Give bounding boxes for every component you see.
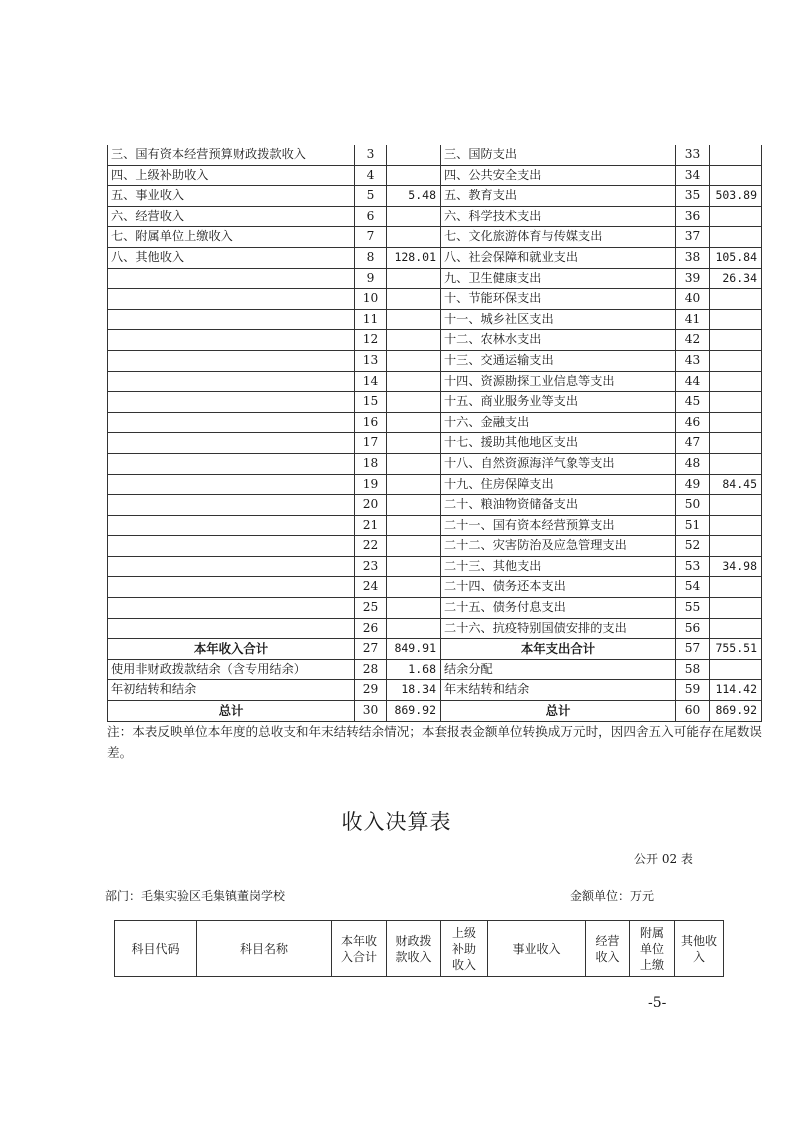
expense-item-label: 二十、粮油物资储备支出 — [441, 495, 676, 516]
expense-line-number: 52 — [676, 536, 710, 557]
table-row — [108, 598, 762, 619]
income-amount — [387, 371, 441, 392]
expense-item-label: 二十二、灾害防治及应急管理支出 — [441, 536, 676, 557]
income-line-number: 12 — [355, 330, 387, 351]
income-item-label — [108, 453, 355, 474]
expense-amount — [710, 412, 762, 433]
income-line-number: 28 — [355, 659, 387, 680]
income-item-label — [108, 350, 355, 371]
income-line-number: 29 — [355, 680, 387, 701]
expense-item-label: 十三、交通运输支出 — [441, 350, 676, 371]
expense-line-number: 50 — [676, 495, 710, 516]
expense-amount: 114.42 — [710, 680, 762, 701]
income-line-number: 14 — [355, 371, 387, 392]
expense-line-number: 55 — [676, 598, 710, 619]
page-number: -5- — [648, 995, 667, 1011]
income-amount — [387, 289, 441, 310]
header-text: 本年收入合计 — [340, 933, 377, 964]
income-amount: 18.34 — [387, 680, 441, 701]
income-amount — [387, 495, 441, 516]
income-item-label — [108, 495, 355, 516]
income-item-label — [108, 268, 355, 289]
expense-item-label: 十六、金融支出 — [441, 412, 676, 433]
expense-amount — [710, 289, 762, 310]
income-amount — [387, 556, 441, 577]
expense-line-number: 39 — [676, 268, 710, 289]
expense-line-number: 40 — [676, 289, 710, 310]
expense-amount — [710, 330, 762, 351]
form-number: 公开 02 表 — [634, 852, 693, 866]
income-line-number: 9 — [355, 268, 387, 289]
table-row — [108, 701, 762, 722]
expense-amount — [710, 165, 762, 186]
header-subject-name: 科目名称 — [197, 921, 332, 977]
income-item-label — [108, 309, 355, 330]
income-amount: 5.48 — [387, 186, 441, 207]
table-row — [108, 474, 762, 495]
income-line-number: 21 — [355, 515, 387, 536]
table-row — [108, 165, 762, 186]
expense-line-number: 45 — [676, 392, 710, 413]
income-line-number: 3 — [355, 145, 387, 165]
table-row — [108, 536, 762, 557]
table-row — [108, 433, 762, 454]
income-line-number: 4 — [355, 165, 387, 186]
expense-item-label: 总计 — [441, 701, 676, 722]
table-row — [108, 330, 762, 351]
expense-amount — [710, 350, 762, 371]
income-line-number: 15 — [355, 392, 387, 413]
income-item-label — [108, 289, 355, 310]
expense-line-number: 49 — [676, 474, 710, 495]
expense-amount: 503.89 — [710, 186, 762, 207]
header-affiliate-remittance — [630, 921, 675, 977]
expense-amount — [710, 659, 762, 680]
expense-item-label: 五、教育支出 — [441, 186, 676, 207]
income-line-number: 7 — [355, 227, 387, 248]
income-item-label — [108, 515, 355, 536]
header-text: 附属单位上缴 — [639, 925, 664, 972]
page-title: 收入决算表 — [341, 810, 452, 834]
expense-line-number: 33 — [676, 145, 710, 165]
expense-line-number: 56 — [676, 618, 710, 639]
expense-line-number: 36 — [676, 206, 710, 227]
expense-amount — [710, 618, 762, 639]
table-row — [108, 495, 762, 516]
header-superior-subsidy — [441, 921, 488, 977]
table-row — [108, 227, 762, 248]
header-other-income — [675, 921, 724, 977]
expense-line-number: 37 — [676, 227, 710, 248]
expense-item-label: 七、文化旅游体育与传媒支出 — [441, 227, 676, 248]
income-item-label — [108, 556, 355, 577]
header-text: 财政拨款收入 — [395, 933, 432, 964]
expense-amount — [710, 433, 762, 454]
expense-item-label: 二十六、抗疫特别国债安排的支出 — [441, 618, 676, 639]
table-row — [108, 453, 762, 474]
income-item-label — [108, 371, 355, 392]
expense-amount — [710, 515, 762, 536]
income-item-label — [108, 330, 355, 351]
table-row — [108, 412, 762, 433]
header-text: 上级补助收入 — [451, 925, 476, 972]
expense-amount: 869.92 — [710, 701, 762, 722]
income-line-number: 20 — [355, 495, 387, 516]
expense-item-label: 年末结转和结余 — [441, 680, 676, 701]
expense-amount: 34.98 — [710, 556, 762, 577]
income-line-number: 19 — [355, 474, 387, 495]
income-line-number: 18 — [355, 453, 387, 474]
income-line-number: 17 — [355, 433, 387, 454]
expense-amount — [710, 495, 762, 516]
income-item-label: 本年收入合计 — [108, 639, 355, 660]
expense-item-label: 十一、城乡社区支出 — [441, 309, 676, 330]
income-line-number: 6 — [355, 206, 387, 227]
expense-amount — [710, 371, 762, 392]
expense-line-number: 35 — [676, 186, 710, 207]
header-operating-income — [586, 921, 630, 977]
income-amount — [387, 453, 441, 474]
expense-amount: 755.51 — [710, 639, 762, 660]
income-item-label — [108, 474, 355, 495]
expense-item-label: 结余分配 — [441, 659, 676, 680]
income-amount — [387, 309, 441, 330]
income-amount: 869.92 — [387, 701, 441, 722]
expense-line-number: 60 — [676, 701, 710, 722]
table-row — [108, 577, 762, 598]
income-amount — [387, 536, 441, 557]
expense-item-label: 九、卫生健康支出 — [441, 268, 676, 289]
expense-amount — [710, 577, 762, 598]
income-amount: 1.68 — [387, 659, 441, 680]
expense-amount — [710, 206, 762, 227]
expense-amount — [710, 536, 762, 557]
header-text: 经营收入 — [595, 933, 620, 964]
expense-amount — [710, 598, 762, 619]
header-business-income: 事业收入 — [488, 921, 586, 977]
table-row — [108, 618, 762, 639]
expense-item-label: 十七、援助其他地区支出 — [441, 433, 676, 454]
income-item-label: 七、附属单位上缴收入 — [108, 227, 355, 248]
table-row — [108, 309, 762, 330]
table-row — [108, 371, 762, 392]
income-line-number: 16 — [355, 412, 387, 433]
expense-line-number: 48 — [676, 453, 710, 474]
income-amount — [387, 412, 441, 433]
income-item-label — [108, 412, 355, 433]
expense-line-number: 44 — [676, 371, 710, 392]
income-item-label — [108, 536, 355, 557]
header-text: 其他收入 — [680, 933, 717, 964]
income-amount — [387, 165, 441, 186]
table-row — [108, 145, 762, 165]
income-expense-summary-table — [107, 145, 762, 722]
income-item-label: 年初结转和结余 — [108, 680, 355, 701]
expense-line-number: 47 — [676, 433, 710, 454]
header-fiscal-allocation — [387, 921, 441, 977]
income-amount: 128.01 — [387, 247, 441, 268]
income-line-number: 27 — [355, 639, 387, 660]
income-item-label — [108, 618, 355, 639]
expense-amount: 26.34 — [710, 268, 762, 289]
expense-item-label: 十四、资源勘探工业信息等支出 — [441, 371, 676, 392]
expense-item-label: 四、公共安全支出 — [441, 165, 676, 186]
income-line-number: 26 — [355, 618, 387, 639]
income-item-label: 三、国有资本经营预算财政拨款收入 — [108, 145, 355, 165]
expense-line-number: 59 — [676, 680, 710, 701]
expense-line-number: 54 — [676, 577, 710, 598]
income-amount — [387, 330, 441, 351]
expense-item-label: 十八、自然资源海洋气象等支出 — [441, 453, 676, 474]
expense-item-label: 十、节能环保支出 — [441, 289, 676, 310]
table-row — [108, 268, 762, 289]
income-line-number: 30 — [355, 701, 387, 722]
income-item-label — [108, 598, 355, 619]
expense-line-number: 51 — [676, 515, 710, 536]
income-amount — [387, 206, 441, 227]
income-item-label — [108, 577, 355, 598]
income-line-number: 24 — [355, 577, 387, 598]
expense-item-label: 本年支出合计 — [441, 639, 676, 660]
income-amount — [387, 392, 441, 413]
income-line-number: 22 — [355, 536, 387, 557]
expense-item-label: 十二、农林水支出 — [441, 330, 676, 351]
income-amount: 849.91 — [387, 639, 441, 660]
expense-item-label: 二十四、债务还本支出 — [441, 577, 676, 598]
table-row — [108, 515, 762, 536]
income-line-number: 13 — [355, 350, 387, 371]
income-amount — [387, 268, 441, 289]
expense-amount: 84.45 — [710, 474, 762, 495]
income-line-number: 5 — [355, 186, 387, 207]
expense-item-label: 六、科学技术支出 — [441, 206, 676, 227]
expense-item-label: 二十五、债务付息支出 — [441, 598, 676, 619]
expense-amount: 105.84 — [710, 247, 762, 268]
income-item-label: 总计 — [108, 701, 355, 722]
department-label: 部门：毛集实验区毛集镇董岗学校 — [105, 889, 286, 903]
expense-amount — [710, 392, 762, 413]
expense-amount — [710, 227, 762, 248]
income-item-label: 使用非财政拨款结余（含专用结余） — [108, 659, 355, 680]
income-line-number: 8 — [355, 247, 387, 268]
expense-line-number: 58 — [676, 659, 710, 680]
amount-unit-label: 金额单位：万元 — [570, 889, 655, 903]
table-row — [108, 659, 762, 680]
expense-line-number: 34 — [676, 165, 710, 186]
expense-line-number: 38 — [676, 247, 710, 268]
expense-line-number: 42 — [676, 330, 710, 351]
expense-item-label: 八、社会保障和就业支出 — [441, 247, 676, 268]
income-item-label: 四、上级补助收入 — [108, 165, 355, 186]
header-total-income — [332, 921, 387, 977]
income-item-label — [108, 433, 355, 454]
income-table-header — [114, 920, 724, 977]
table-row — [108, 247, 762, 268]
table-row — [108, 206, 762, 227]
table-row — [108, 392, 762, 413]
income-line-number: 11 — [355, 309, 387, 330]
expense-item-label: 二十一、国有资本经营预算支出 — [441, 515, 676, 536]
expense-item-label: 二十三、其他支出 — [441, 556, 676, 577]
income-amount — [387, 227, 441, 248]
income-item-label: 五、事业收入 — [108, 186, 355, 207]
income-line-number: 10 — [355, 289, 387, 310]
expense-line-number: 46 — [676, 412, 710, 433]
expense-item-label: 十九、住房保障支出 — [441, 474, 676, 495]
expense-line-number: 43 — [676, 350, 710, 371]
expense-amount — [710, 453, 762, 474]
income-amount — [387, 474, 441, 495]
table-row — [108, 556, 762, 577]
expense-line-number: 53 — [676, 556, 710, 577]
income-item-label: 六、经营收入 — [108, 206, 355, 227]
income-amount — [387, 433, 441, 454]
income-line-number: 23 — [355, 556, 387, 577]
expense-amount — [710, 145, 762, 165]
income-amount — [387, 598, 441, 619]
expense-amount — [710, 309, 762, 330]
income-amount — [387, 515, 441, 536]
income-amount — [387, 577, 441, 598]
expense-item-label: 三、国防支出 — [441, 145, 676, 165]
table-row — [108, 639, 762, 660]
income-item-label — [108, 392, 355, 413]
income-line-number: 25 — [355, 598, 387, 619]
table-row — [108, 186, 762, 207]
income-amount — [387, 350, 441, 371]
expense-line-number: 57 — [676, 639, 710, 660]
table-row — [108, 289, 762, 310]
table-note: 注：本表反映单位本年度的总收支和年末结转结余情况；本套报表金额单位转换成万元时，因四舍五入可能存在尾数误差。 — [107, 724, 762, 760]
table-row — [108, 350, 762, 371]
expense-line-number: 41 — [676, 309, 710, 330]
income-item-label: 八、其他收入 — [108, 247, 355, 268]
header-subject-code: 科目代码 — [115, 921, 197, 977]
expense-item-label: 十五、商业服务业等支出 — [441, 392, 676, 413]
income-amount — [387, 618, 441, 639]
income-amount — [387, 145, 441, 165]
table-row — [108, 680, 762, 701]
